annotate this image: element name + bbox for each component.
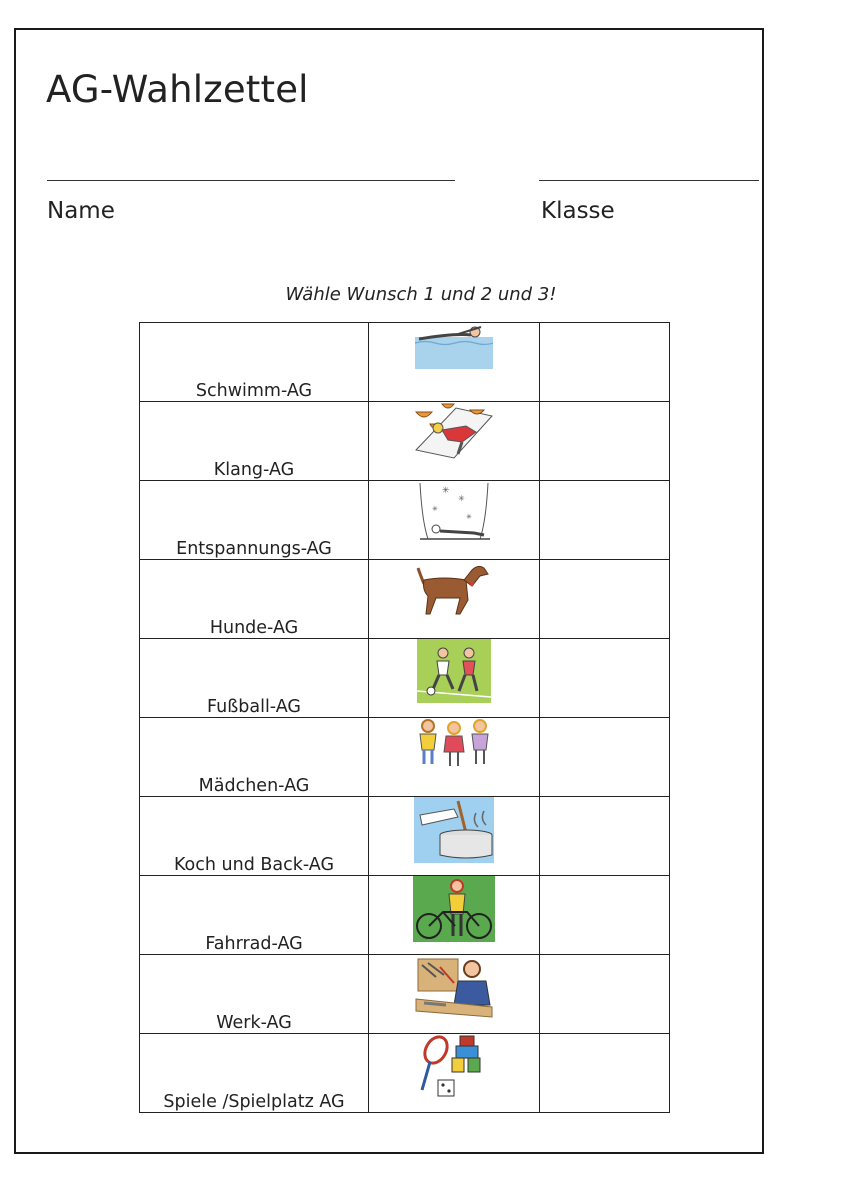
svg-text:✳: ✳ [432, 505, 438, 513]
page-title: AG-Wahlzettel [46, 68, 309, 111]
cyclist-icon [413, 876, 495, 942]
svg-text:✳: ✳ [458, 494, 465, 503]
table-row [140, 481, 670, 560]
ag-label: Koch und Back-AG [140, 797, 369, 876]
klasse-label: Klasse [541, 198, 615, 224]
dog-icon [414, 560, 494, 616]
ag-choice-table [139, 322, 670, 1113]
ag-label: Klang-AG [140, 402, 369, 481]
table-row [140, 560, 670, 639]
svg-text:✳: ✳ [466, 513, 472, 521]
table-row [140, 639, 670, 718]
toys-icon [416, 1034, 492, 1102]
table-row [140, 402, 670, 481]
svg-text:✳: ✳ [442, 486, 450, 496]
table-row [140, 1034, 670, 1113]
cooking-pot-icon [414, 797, 494, 863]
relaxing-person-icon [414, 481, 494, 545]
ag-label: Schwimm-AG [140, 323, 369, 402]
wish-number-cell[interactable] [540, 560, 670, 639]
swimmer-icon [415, 323, 493, 369]
wish-number-cell[interactable] [540, 876, 670, 955]
wish-number-cell[interactable] [540, 402, 670, 481]
ag-label: Fußball-AG [140, 639, 369, 718]
name-label: Name [47, 198, 115, 224]
table-row [140, 955, 670, 1034]
ag-label: Spiele /Spielplatz AG [140, 1034, 369, 1113]
table-row [140, 797, 670, 876]
table-row [140, 718, 670, 797]
wish-number-cell[interactable] [540, 639, 670, 718]
ag-label: Hunde-AG [140, 560, 369, 639]
wish-number-cell[interactable] [540, 955, 670, 1034]
ag-label: Fahrrad-AG [140, 876, 369, 955]
wish-number-cell[interactable] [540, 323, 670, 402]
wish-number-cell[interactable] [540, 797, 670, 876]
table-row [140, 323, 670, 402]
workshop-tools-icon [414, 955, 494, 1019]
name-input-line[interactable] [47, 180, 455, 181]
instruction [0, 284, 842, 305]
singing-bowls-icon [414, 402, 494, 460]
ag-label: Werk-AG [140, 955, 369, 1034]
wish-number-cell[interactable] [540, 1034, 670, 1113]
wish-number-cell[interactable] [540, 718, 670, 797]
football-players-icon [417, 639, 491, 703]
table-row [140, 876, 670, 955]
ag-label: Mädchen-AG [140, 718, 369, 797]
girls-group-icon [414, 718, 494, 768]
ag-label: Entspannungs-AG [140, 481, 369, 560]
instruction-text: Wähle Wunsch 1 und 2 und 3! [285, 284, 557, 305]
klasse-input-line[interactable] [539, 180, 759, 181]
wish-number-cell[interactable] [540, 481, 670, 560]
